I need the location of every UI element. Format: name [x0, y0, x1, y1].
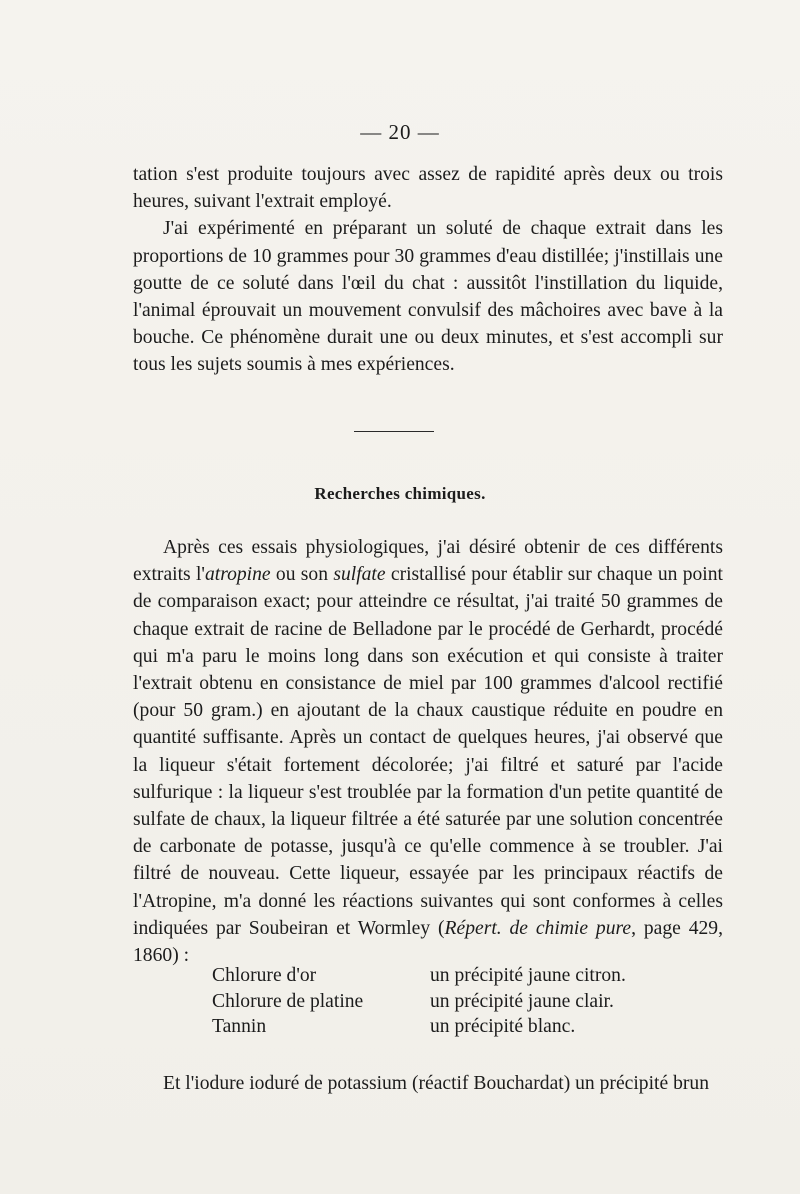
reaction-result: un précipité jaune citron.: [430, 965, 626, 986]
reactions-list: [212, 963, 626, 1040]
text-run: cristallisé pour établir sur chaque un point de comparaison exact; pour atteindre ce résultat, j'ai traité 50 grammes de chaque extrait de racine de Belladone par le procédé de Gerhardt, procédé qui m'a paru le moins long dans son exécution et qui consiste à traiter l'extrait obtenu en consistance de miel par 100 grammes d'alcool rectifié (pour 50 gram.) en ajoutant de la chaux caustique réduite en poudre en quantité suffisante. Après un contact de quelques heures, j'ai observé que la liqueur s'était fortement décolorée; j'ai filtré et saturé par l'acide sulfurique : la liqueur s'est troublée par la formation d'un petite quantité de sulfate de chaux, la liqueur filtrée a été saturée par une solution concentrée de carbonate de potasse, jusqu'à ce qu'elle commence à se troubler. J'ai filtré de nouveau. Cette liqueur, essayée par les principaux réactifs de l'Atropine, m'a donné les réactions suivantes qui sont conformes à celles indiquées par Soubeiran et Wormley (: [133, 564, 723, 939]
final-line: Et l'iodure ioduré de potassium (réactif Bouchardat) un précipité brun: [163, 1073, 709, 1094]
reaction-row: [212, 989, 626, 1015]
reagent-name: Chlorure d'or: [212, 965, 317, 986]
text-block-chemistry: [133, 534, 723, 969]
text-run: ou son: [270, 564, 334, 586]
section-heading: Recherches chimiques.: [314, 484, 486, 503]
reagent-name: Chlorure de platine: [212, 990, 364, 1012]
reaction-result: un précipité jaune clair.: [430, 990, 614, 1012]
page-number: — 20 —: [360, 120, 440, 144]
italic-term-atropine: atropine: [204, 564, 271, 586]
reaction-result: un précipité blanc.: [430, 1016, 576, 1037]
text-block-top: [133, 161, 723, 379]
text-run: , page 429, 1860) :: [133, 917, 723, 967]
paragraph-experiment: J'ai expérimenté en préparant un soluté de chaque extrait dans les proportions de 10 grammes pour 30 grammes d'eau distillée; j'instillais une goutte de ce soluté dans l'œil du chat : aussitôt l'instillation du liquide, l'animal éprouvait un mouvement convulsif des mâchoires avec bave à la bouche. Ce phénomène durait une ou deux minutes, et s'est accompli sur tous les sujets soumis à mes expériences.: [133, 218, 723, 376]
section-divider: [354, 431, 434, 432]
italic-term-sulfate: sulfate: [333, 564, 386, 586]
paragraph-continuation: tation s'est produite toujours avec assez de rapidité après deux ou trois heures, suivant l'extrait employé.: [133, 164, 723, 213]
reagent-name: Tannin: [212, 1016, 267, 1037]
italic-citation: Répert. de chimie pure: [444, 917, 632, 939]
reaction-row: [212, 963, 626, 989]
reaction-row: [212, 1014, 626, 1040]
text-run: Après ces essais physiologiques, j'ai désiré obtenir de ces différents extraits l': [133, 537, 723, 586]
paragraph-chemical-research: [133, 534, 723, 969]
